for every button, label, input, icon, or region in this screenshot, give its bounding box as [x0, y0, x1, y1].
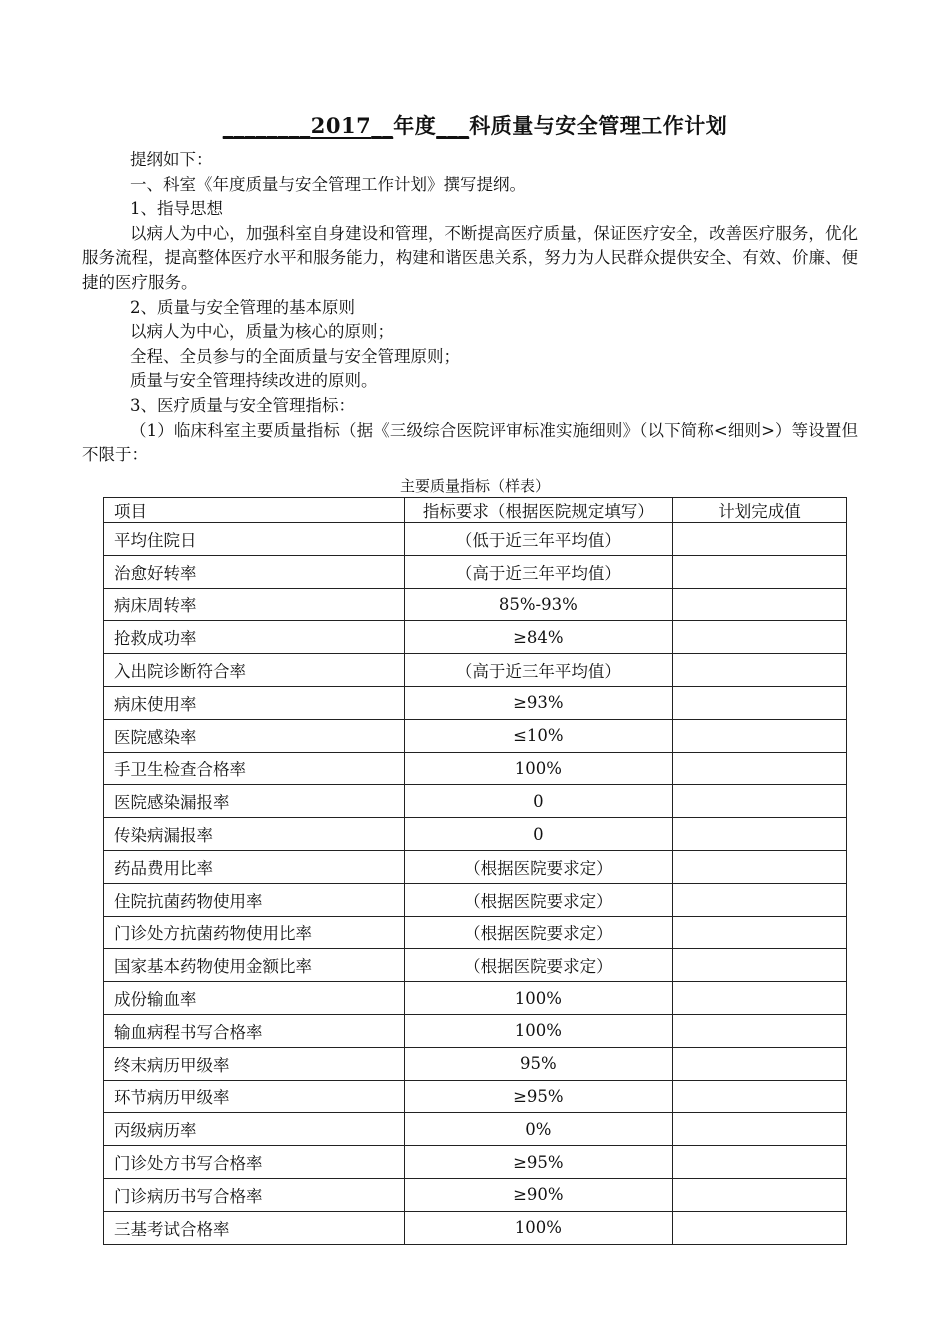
cell-planned-value: [673, 719, 847, 752]
table-row: [104, 850, 847, 883]
table-row: [104, 949, 847, 982]
cell-planned-value: [673, 982, 847, 1015]
principle-1: 以病人为中心，质量为核心的原则；: [130, 322, 394, 342]
cell-planned-value: [673, 1211, 847, 1244]
cell-requirement: 100%: [404, 1014, 672, 1047]
page-title: [0, 110, 950, 140]
table-row: [104, 523, 847, 556]
cell-requirement: ≥95%: [404, 1146, 672, 1179]
indicators-intro: （1）临床科室主要质量指标（据《三级综合医院评审标准实施细则》（以下简称<细则>）等设置但不限于：: [82, 420, 858, 465]
cell-planned-value: [673, 555, 847, 588]
cell-planned-value: [673, 1080, 847, 1113]
cell-requirement: （根据医院要求定）: [404, 916, 672, 949]
cell-item: 治愈好转率: [104, 555, 405, 588]
cell-requirement: 0%: [404, 1113, 672, 1146]
cell-planned-value: [673, 850, 847, 883]
cell-item: 住院抗菌药物使用率: [104, 883, 405, 916]
cell-requirement: （根据医院要求定）: [404, 949, 672, 982]
cell-requirement: （根据医院要求定）: [404, 850, 672, 883]
subsection-principles: 2、质量与安全管理的基本原则: [130, 297, 355, 317]
table-row: [104, 621, 847, 654]
cell-item: 药品费用比率: [104, 850, 405, 883]
cell-planned-value: [673, 785, 847, 818]
table-row: [104, 1211, 847, 1244]
cell-item: 门诊处方书写合格率: [104, 1146, 405, 1179]
table-row: [104, 1113, 847, 1146]
table-caption: 主要质量指标（样表）: [399, 477, 550, 495]
cell-planned-value: [673, 1146, 847, 1179]
cell-item: 输血病程书写合格率: [104, 1014, 405, 1047]
cell-item: 病床使用率: [104, 686, 405, 719]
table-row: [104, 719, 847, 752]
cell-item: 平均住院日: [104, 523, 405, 556]
cell-planned-value: [673, 621, 847, 654]
table-row: [104, 1014, 847, 1047]
outline-intro: 提纲如下：: [130, 150, 213, 169]
table-row: [104, 785, 847, 818]
cell-planned-value: [673, 1178, 847, 1211]
title-blank-3: ___: [436, 113, 470, 138]
cell-item: 门诊病历书写合格率: [104, 1178, 405, 1211]
cell-item: 病床周转率: [104, 588, 405, 621]
title-year: 2017: [310, 113, 372, 138]
table-row: [104, 1178, 847, 1211]
cell-requirement: 0: [404, 785, 672, 818]
subsection-indicators: 3、医疗质量与安全管理指标：: [130, 395, 355, 415]
cell-item: 成份输血率: [104, 982, 405, 1015]
cell-requirement: ≥95%: [404, 1080, 672, 1113]
principle-3: 质量与安全管理持续改进的原则。: [130, 371, 378, 391]
table-row: [104, 1080, 847, 1113]
cell-requirement: （高于近三年平均值）: [404, 654, 672, 687]
table-row: [104, 588, 847, 621]
quality-indicator-table: [103, 497, 847, 1245]
cell-requirement: 100%: [404, 1211, 672, 1244]
cell-planned-value: [673, 523, 847, 556]
cell-item: 丙级病历率: [104, 1113, 405, 1146]
cell-planned-value: [673, 916, 847, 949]
cell-item: 医院感染率: [104, 719, 405, 752]
cell-requirement: ≥84%: [404, 621, 672, 654]
cell-requirement: （低于近三年平均值）: [404, 523, 672, 556]
cell-requirement: 95%: [404, 1047, 672, 1080]
cell-item: 环节病历甲级率: [104, 1080, 405, 1113]
cell-requirement: ≥93%: [404, 686, 672, 719]
cell-item: 传染病漏报率: [104, 818, 405, 851]
table-row: [104, 1146, 847, 1179]
cell-planned-value: [673, 752, 847, 785]
table-row: [104, 883, 847, 916]
cell-item: 终末病历甲级率: [104, 1047, 405, 1080]
cell-requirement: 0: [404, 818, 672, 851]
cell-planned-value: [673, 818, 847, 851]
table-row: [104, 686, 847, 719]
cell-item: 手卫生检查合格率: [104, 752, 405, 785]
principle-2: 全程、全员参与的全面质量与安全管理原则；: [130, 346, 460, 366]
cell-item: 入出院诊断符合率: [104, 654, 405, 687]
cell-planned-value: [673, 1014, 847, 1047]
title-blank-1: ________: [222, 113, 311, 138]
cell-planned-value: [673, 686, 847, 719]
cell-planned-value: [673, 949, 847, 982]
cell-requirement: ≤10%: [404, 719, 672, 752]
table-row: [104, 818, 847, 851]
header-planned-value: 计划完成值: [673, 498, 847, 523]
table-row: [104, 555, 847, 588]
section-heading-1: 一、科室《年度质量与安全管理工作计划》撰写提纲。: [130, 174, 526, 194]
cell-requirement: （高于近三年平均值）: [404, 555, 672, 588]
document-body: [82, 148, 858, 468]
title-blank-2: __: [371, 113, 394, 138]
cell-item: 门诊处方抗菌药物使用比率: [104, 916, 405, 949]
cell-requirement: 100%: [404, 752, 672, 785]
header-item: 项目: [104, 498, 405, 523]
cell-item: 抢救成功率: [104, 621, 405, 654]
cell-item: 三基考试合格率: [104, 1211, 405, 1244]
cell-planned-value: [673, 1047, 847, 1080]
table-row: [104, 982, 847, 1015]
cell-requirement: （根据医院要求定）: [404, 883, 672, 916]
cell-planned-value: [673, 588, 847, 621]
subsection-guiding-thought: 1、指导思想: [130, 199, 223, 219]
cell-planned-value: [673, 1113, 847, 1146]
cell-planned-value: [673, 883, 847, 916]
table-row: [104, 1047, 847, 1080]
cell-item: 医院感染漏报率: [104, 785, 405, 818]
table-row: [104, 916, 847, 949]
cell-requirement: 85%-93%: [404, 588, 672, 621]
header-requirement: 指标要求（根据医院规定填写）: [404, 498, 672, 523]
cell-item: 国家基本药物使用金额比率: [104, 949, 405, 982]
title-year-suffix: 年度: [393, 113, 437, 138]
table-row: [104, 752, 847, 785]
cell-requirement: 100%: [404, 982, 672, 1015]
table-header-row: [104, 498, 847, 523]
guiding-thought-paragraph: 以病人为中心，加强科室自身建设和管理，不断提高医疗质量，保证医疗安全，改善医疗服务，优化服务流程，提高整体医疗水平和服务能力，构建和谐医患关系，努力为人民群众提供安全、有效、价廉、便捷的医疗服务。: [82, 223, 858, 292]
cell-planned-value: [673, 654, 847, 687]
title-text: 科质量与安全管理工作计划: [469, 113, 728, 138]
cell-requirement: ≥90%: [404, 1178, 672, 1211]
table-row: [104, 654, 847, 687]
